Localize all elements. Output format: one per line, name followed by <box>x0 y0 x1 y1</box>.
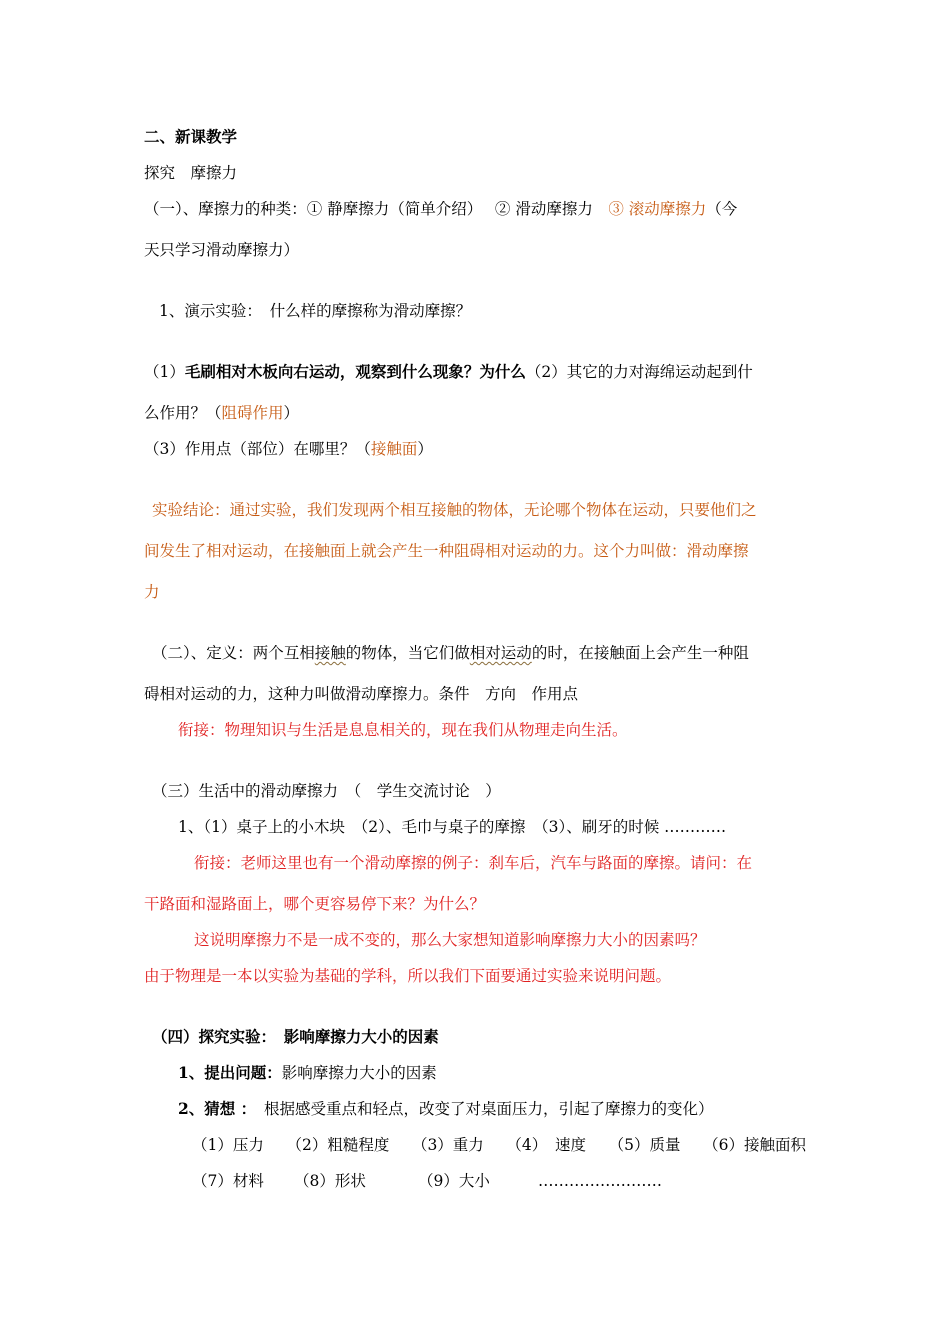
friction-types-line <box>144 199 737 219</box>
definition-part2: 的物体，当它们做 <box>345 644 470 662</box>
definition-line2: 碍相对运动的力，这种力叫做滑动摩擦力。条件 方向 作用点 <box>144 685 579 703</box>
factors-row-2 <box>192 1171 662 1191</box>
factor-item: （8）形状 <box>294 1172 366 1190</box>
definition-relative-motion: 相对运动 <box>469 644 532 662</box>
types-prefix: （一）、摩擦力的种类： <box>144 200 307 218</box>
conclusion-line3: 力 <box>144 583 160 601</box>
demo-question-1 <box>144 362 753 382</box>
guess-text: 根据感受重点和轻点，改变了对桌面压力，引起了摩擦力的变化） <box>248 1100 714 1118</box>
factor-item: （6）接触面积 <box>703 1136 806 1154</box>
question-label: 1、提出问题： <box>178 1063 282 1082</box>
definition-part3: 的时，在接触面上会产生一种阻 <box>531 644 749 662</box>
q2-text: （2）其它的力对海绵运动起到什 <box>525 363 753 381</box>
transition-life: 衔接：物理知识与生活是息息相关的，现在我们从物理走向生活。 <box>178 721 628 739</box>
q2-line2: 么作用？（ <box>144 404 222 422</box>
definition-line1 <box>152 643 749 663</box>
q1-text: 毛刷相对木板向右运动，观察到什么现象？为什么 <box>184 362 526 381</box>
q2-answer: 阻碍作用 <box>221 404 284 422</box>
factor-item: （3）重力 <box>411 1136 484 1154</box>
factor-item: （7）材料 <box>192 1172 264 1190</box>
factor-item: （9）大小 <box>418 1172 490 1190</box>
q3-answer: 接触面 <box>370 440 418 458</box>
q3-close: ） <box>417 440 433 458</box>
factor-item: （5）质量 <box>608 1136 681 1154</box>
factor-item: （1）压力 <box>192 1136 264 1154</box>
experiment-guess <box>178 1099 713 1119</box>
friction-types-line2: 天只学习滑动摩擦力） <box>144 241 300 259</box>
question-text: 影响摩擦力大小的因素 <box>281 1064 437 1082</box>
conclusion-line2: 间发生了相对运动，在接触面上就会产生一种阻碍相对运动的力。这个力叫做：滑动摩擦 <box>144 542 749 560</box>
life-heading: （三）生活中的滑动摩擦力 （ 学生交流讨论 ） <box>152 782 501 800</box>
type-static: ① 静摩擦力（简单介绍） <box>306 200 475 218</box>
q3-text: （3）作用点（部位）在哪里？（ <box>144 440 371 458</box>
factors-row-1 <box>192 1135 806 1155</box>
q1-number: （1） <box>144 363 185 381</box>
factor-item: （4） 速度 <box>506 1136 587 1154</box>
definition-contact: 接触 <box>314 644 346 662</box>
demo-question-3 <box>144 439 433 459</box>
demo-heading: 1、演示实验： 什么样的摩擦称为滑动摩擦？ <box>159 302 472 320</box>
factor-ellipsis: …………………… <box>538 1172 662 1190</box>
experiment-question <box>178 1063 437 1083</box>
types-suffix: （今 <box>706 200 738 218</box>
guess-label: 2、猜想 ： <box>178 1099 249 1118</box>
experiment-heading: （四）探究实验： 影响摩擦力大小的因素 <box>152 1027 439 1046</box>
q2-close: ） <box>283 404 300 422</box>
conclusion-line1: 实验结论：通过实验，我们发现两个相互接触的物体，无论哪个物体在运动，只要他们之 <box>152 501 757 519</box>
factor-item: （2）粗糙程度 <box>286 1136 390 1154</box>
explore-line: 探究 摩擦力 <box>144 164 238 182</box>
life-transition-line1: 衔接：老师这里也有一个滑动摩擦的例子：刹车后，汽车与路面的摩擦。请问：在 <box>194 854 753 872</box>
section-title: 二、新课教学 <box>144 127 238 146</box>
type-sliding: ② 滑动摩擦力 <box>494 200 593 218</box>
life-transition-line2: 干路面和湿路面上，哪个更容易停下来？为什么？ <box>144 895 486 913</box>
life-note-line1: 这说明摩擦力不是一成不变的，那么大家想知道影响摩擦力大小的因素吗？ <box>194 931 706 949</box>
definition-part1: （二）、定义：两个互相 <box>152 644 315 662</box>
type-rolling: ③ 滚动摩擦力 <box>608 200 707 218</box>
life-examples: 1、（1）桌子上的小木块 （2）、毛巾与桌子的摩擦 （3）、刷牙的时候 ………… <box>178 818 727 836</box>
life-note-line2: 由于物理是一本以实验为基础的学科，所以我们下面要通过实验来说明问题。 <box>144 967 672 985</box>
demo-question-2-cont <box>144 403 299 423</box>
